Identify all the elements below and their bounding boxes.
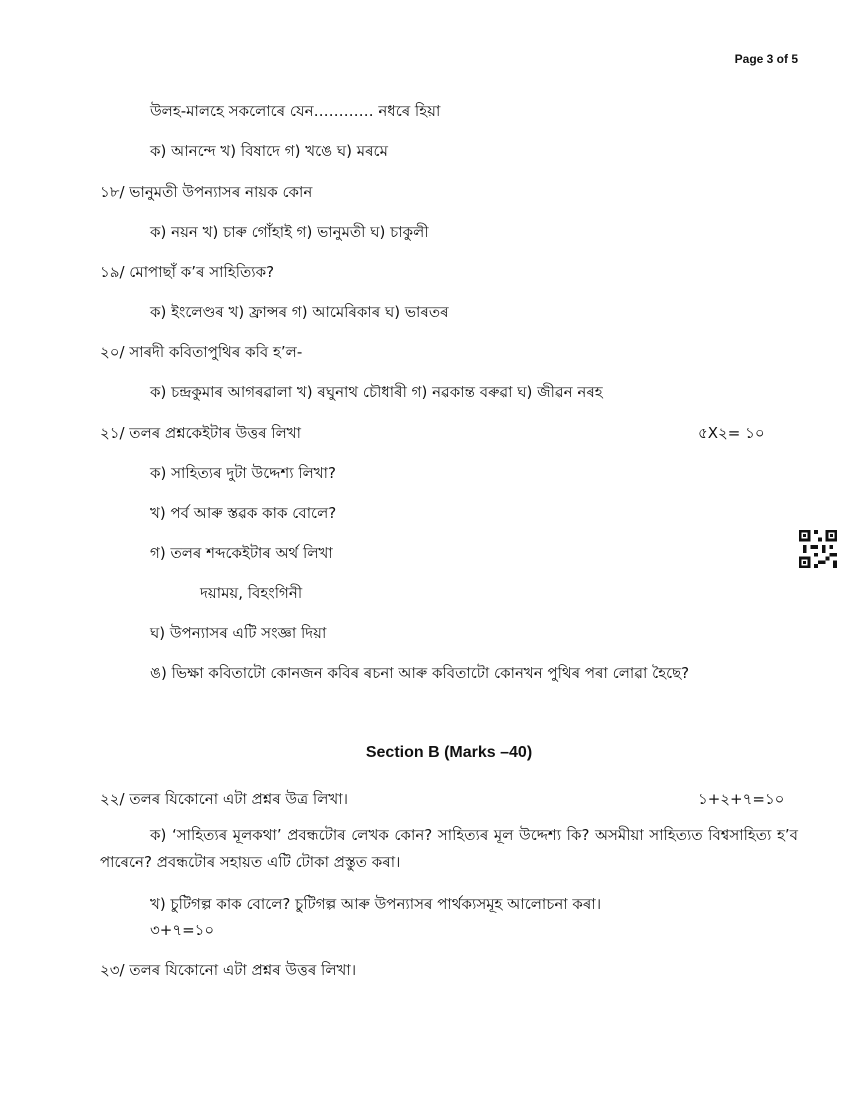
question-22: ২২/ তলৰ যিকোনো এটা প্ৰশ্নৰ উত্ৰ লিখা। [100, 790, 348, 808]
q21-marks: ৫X২= ১০ [698, 424, 765, 442]
q21-part-e: ঙ) ভিক্ষা কবিতাটো কোনজন কবিৰ ৰচনা আৰু কবিতাটো কোনখন পুথিৰ পৰা লোৱা হৈছে? [150, 664, 690, 682]
q21-part-a: ক) সাহিত্যৰ দুটা উদ্দেশ্য লিখা? [150, 464, 336, 482]
q18-options: ক) নয়ন খ) চাৰু গোঁহাই গ) ভানুমতী ঘ) চাকুলী [150, 223, 429, 241]
qr-code-icon [799, 530, 837, 568]
q21-part-b: খ) পৰ্ব আৰু স্তৱক কাক বোলে? [150, 504, 337, 522]
question-19: ১৯/ মোপাছাঁ ক’ৰ সাহিত্যিক? [100, 263, 275, 281]
q22-part-b: খ) চুটিগল্প কাক বোলে? চুটিগল্প আৰু উপন্যাসৰ পাৰ্থক্যসমূহ আলোচনা কৰা। [150, 895, 602, 913]
q20-options: ক) চন্দ্ৰকুমাৰ আগৰৱালা খ) ৰঘুনাথ চৌধাৰী গ) নৱকান্ত বৰুৱা ঘ) জীৱন নৰহ [150, 383, 603, 401]
q22-part-a: ক) ‘সাহিত্যৰ মূলকথা’ প্ৰবন্ধটোৰ লেখক কোন? সাহিত্যৰ মূল উদ্দেশ্য কি? অসমীয়া সাহিত্যত বিশ্বসাহিত্য হ’ব পাৰেনে? প্ৰবন্ধটোৰ সহায়ত এটি টোকা প্ৰস্তুত কৰা। [100, 826, 798, 871]
page-number: Page 3 of 5 [734, 52, 798, 66]
q22-marks: ১+২+৭=১০ [698, 790, 785, 808]
section-b-title: Section B (Marks –40) [365, 744, 533, 761]
question-20: ২০/ সাৰদী কবিতাপুথিৰ কবি হ’ল- [100, 343, 303, 361]
question-23: ২৩/ তলৰ যিকোনো এটা প্ৰশ্নৰ উত্তৰ লিখা। [100, 961, 357, 979]
q21-part-d: ঘ) উপন্যাসৰ এটি সংজ্ঞা দিয়া [150, 624, 327, 642]
q19-options: ক) ইংলেণ্ডৰ খ) ফ্ৰান্সৰ গ) আমেৰিকাৰ ঘ) ভাৰতৰ [150, 303, 449, 321]
verse-line: উলহ-মালহে সকলোৰে যেন………… নধৰে হিয়া [150, 102, 441, 120]
question-21: ২১/ তলৰ প্ৰশ্নকেইটাৰ উত্তৰ লিখা [100, 424, 301, 442]
q21-part-c: গ) তলৰ শব্দকেইটাৰ অৰ্থ লিখা [150, 544, 333, 562]
q17-options: ক) আনন্দে খ) বিষাদে গ) খঙে ঘ) মৰমে [150, 142, 388, 160]
question-18: ১৮/ ভানুমতী উপন্যাসৰ নায়ক কোন [100, 183, 313, 201]
q22-part-b-marks: ৩+৭=১০ [150, 921, 215, 939]
q21-part-c-words: দয়াময়, বিহংগিনী [200, 584, 303, 602]
